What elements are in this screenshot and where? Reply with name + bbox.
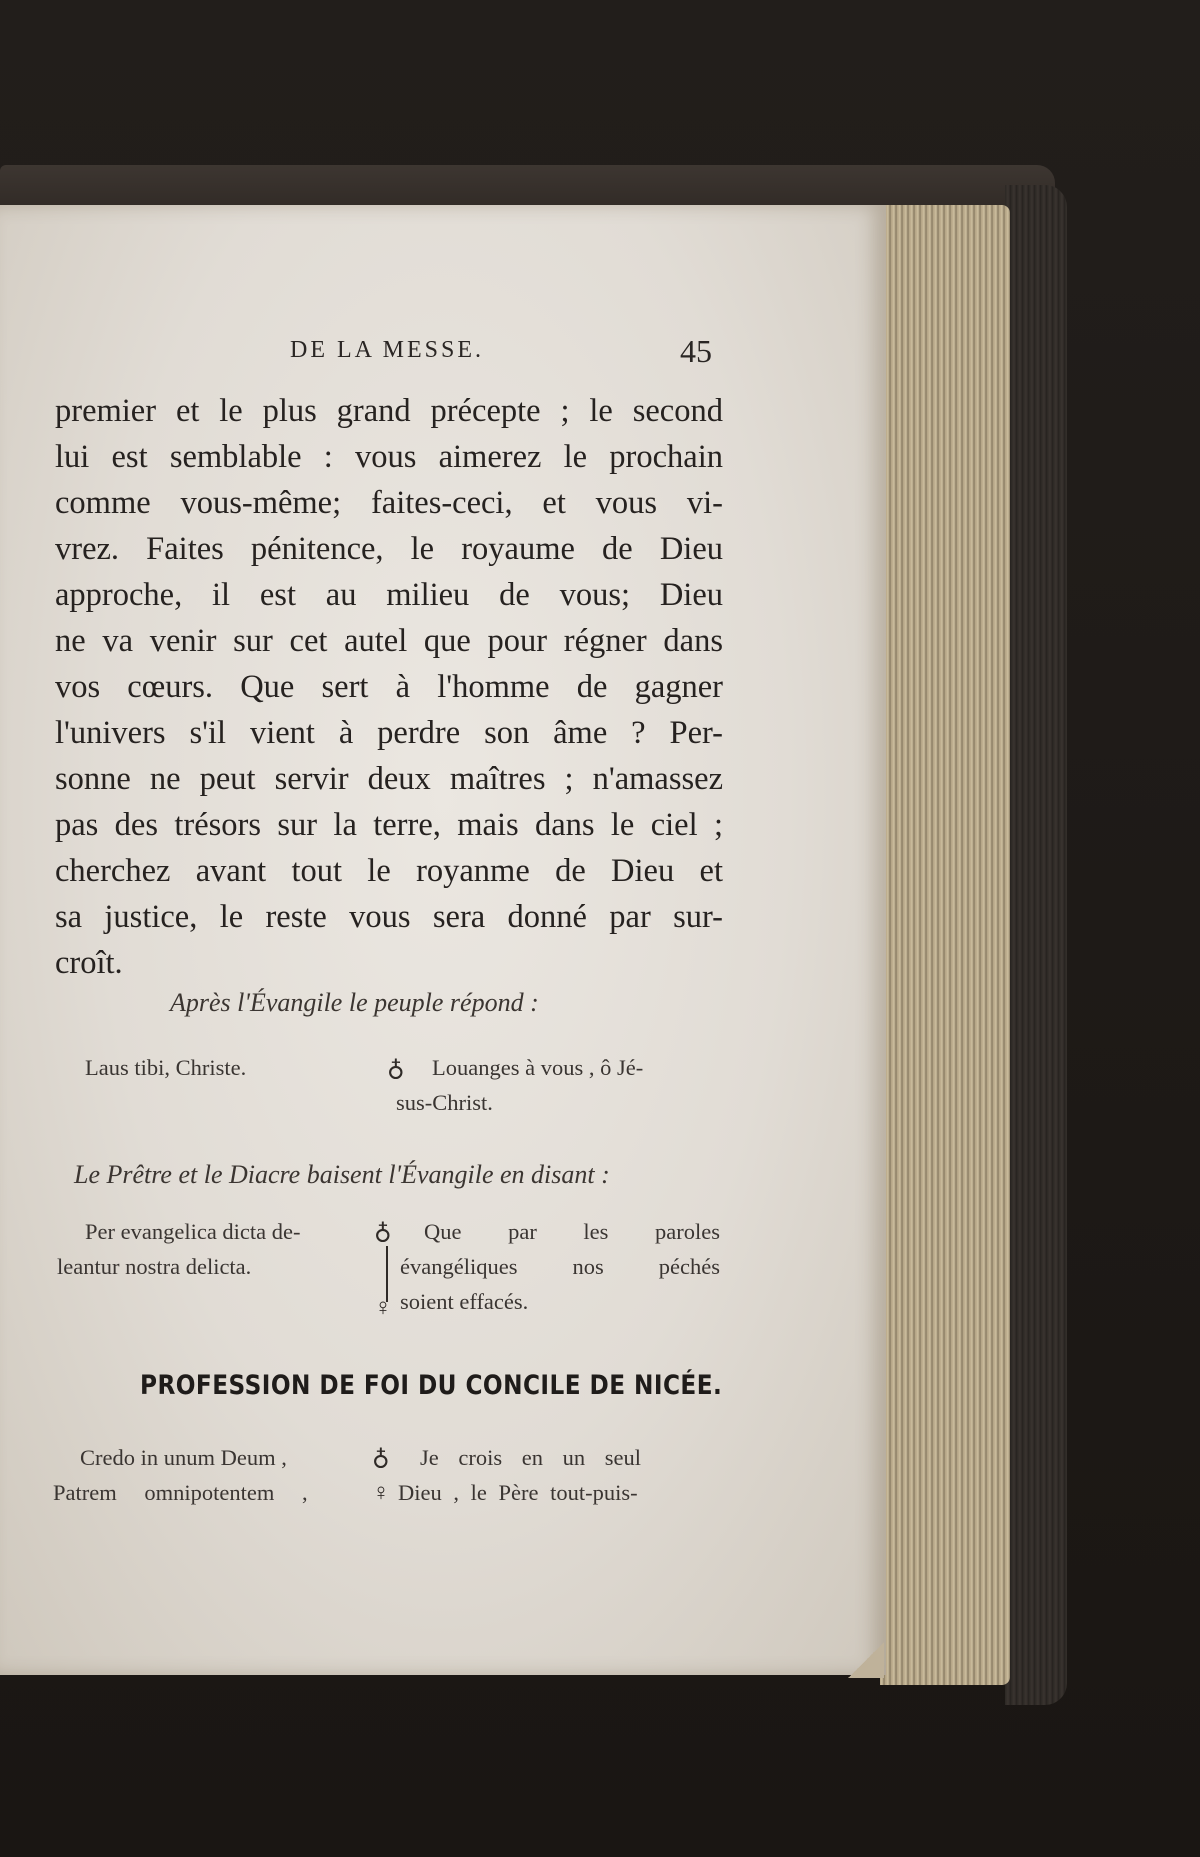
text-line: approche, il est au milieu de vous; Dieu bbox=[55, 577, 723, 613]
text-line: sa justice, le reste vous sera donné par sur- bbox=[55, 899, 723, 935]
latin-creed bbox=[53, 1440, 308, 1510]
rubric-kiss-gospel: Le Prêtre et le Diacre baisent l'Évangile en disant : bbox=[74, 1160, 610, 1189]
text-line: ne va venir sur cet autel que pour régner dans bbox=[55, 623, 723, 659]
latin-line: Laus tibi, Christe. bbox=[85, 1055, 247, 1080]
text-line: comme vous-même; faites-ceci, et vous vi- bbox=[55, 485, 723, 521]
french-line: soient effacés. bbox=[400, 1289, 529, 1314]
text-line: lui est semblable : vous aimerez le prochain bbox=[55, 439, 723, 475]
text-line: pas des trésors sur la terre, mais dans le ciel ; bbox=[55, 807, 723, 843]
french-response-2 bbox=[400, 1214, 720, 1319]
text-line: l'univers s'il vient à perdre son âme ? Per- bbox=[55, 715, 723, 751]
latin-line: Patrem omnipotentem , bbox=[53, 1480, 308, 1505]
text-line: sonne ne peut servir deux maîtres ; n'amassez bbox=[55, 761, 723, 797]
page-header bbox=[0, 333, 886, 371]
text-line: premier et le plus grand précepte ; le second bbox=[55, 393, 723, 429]
page-edges bbox=[880, 205, 1010, 1685]
section-heading: PROFESSION DE FOI DU CONCILE DE NICÉE. bbox=[140, 1370, 723, 1401]
body-paragraph bbox=[55, 388, 723, 986]
text-line: croît. bbox=[55, 945, 123, 981]
latin-line: Credo in unum Deum , bbox=[80, 1445, 287, 1470]
rubric-after-gospel: Après l'Évangile le peuple répond : bbox=[170, 988, 539, 1017]
versicle-end-icon: ♀ bbox=[374, 1295, 392, 1321]
book-spine bbox=[1005, 185, 1067, 1705]
text-line: vos cœurs. Que sert à l'homme de gagner bbox=[55, 669, 723, 705]
french-line: Dieu , le Père tout-puis- bbox=[398, 1480, 638, 1505]
versicle-end-icon: ♀ bbox=[372, 1480, 390, 1506]
page-corner bbox=[848, 1642, 884, 1678]
latin-response-1 bbox=[85, 1050, 246, 1085]
french-creed bbox=[398, 1440, 641, 1510]
page-number: 45 bbox=[680, 333, 712, 369]
french-line: sus-Christ. bbox=[396, 1090, 493, 1115]
versicle-icon: ♁ bbox=[374, 1219, 392, 1245]
latin-response-2 bbox=[57, 1214, 301, 1284]
french-line: Je crois en un seul bbox=[420, 1445, 641, 1470]
bracket-bar bbox=[386, 1246, 388, 1302]
french-line: Que par les paroles bbox=[424, 1219, 720, 1244]
text-line: vrez. Faites pénitence, le royaume de Dieu bbox=[55, 531, 723, 567]
text-line: cherchez avant tout le royanme de Dieu et bbox=[55, 853, 723, 889]
french-response-1 bbox=[396, 1050, 644, 1120]
french-line: évangéliques nos péchés bbox=[400, 1254, 720, 1279]
latin-line: leantur nostra delicta. bbox=[57, 1254, 252, 1279]
running-head: DE LA MESSE. bbox=[290, 337, 485, 363]
versicle-icon: ♁ bbox=[372, 1445, 390, 1471]
versicle-icon: ♁ bbox=[387, 1056, 405, 1082]
latin-line: Per evangelica dicta de- bbox=[85, 1219, 301, 1244]
french-line: Louanges à vous , ô Jé- bbox=[432, 1055, 644, 1080]
